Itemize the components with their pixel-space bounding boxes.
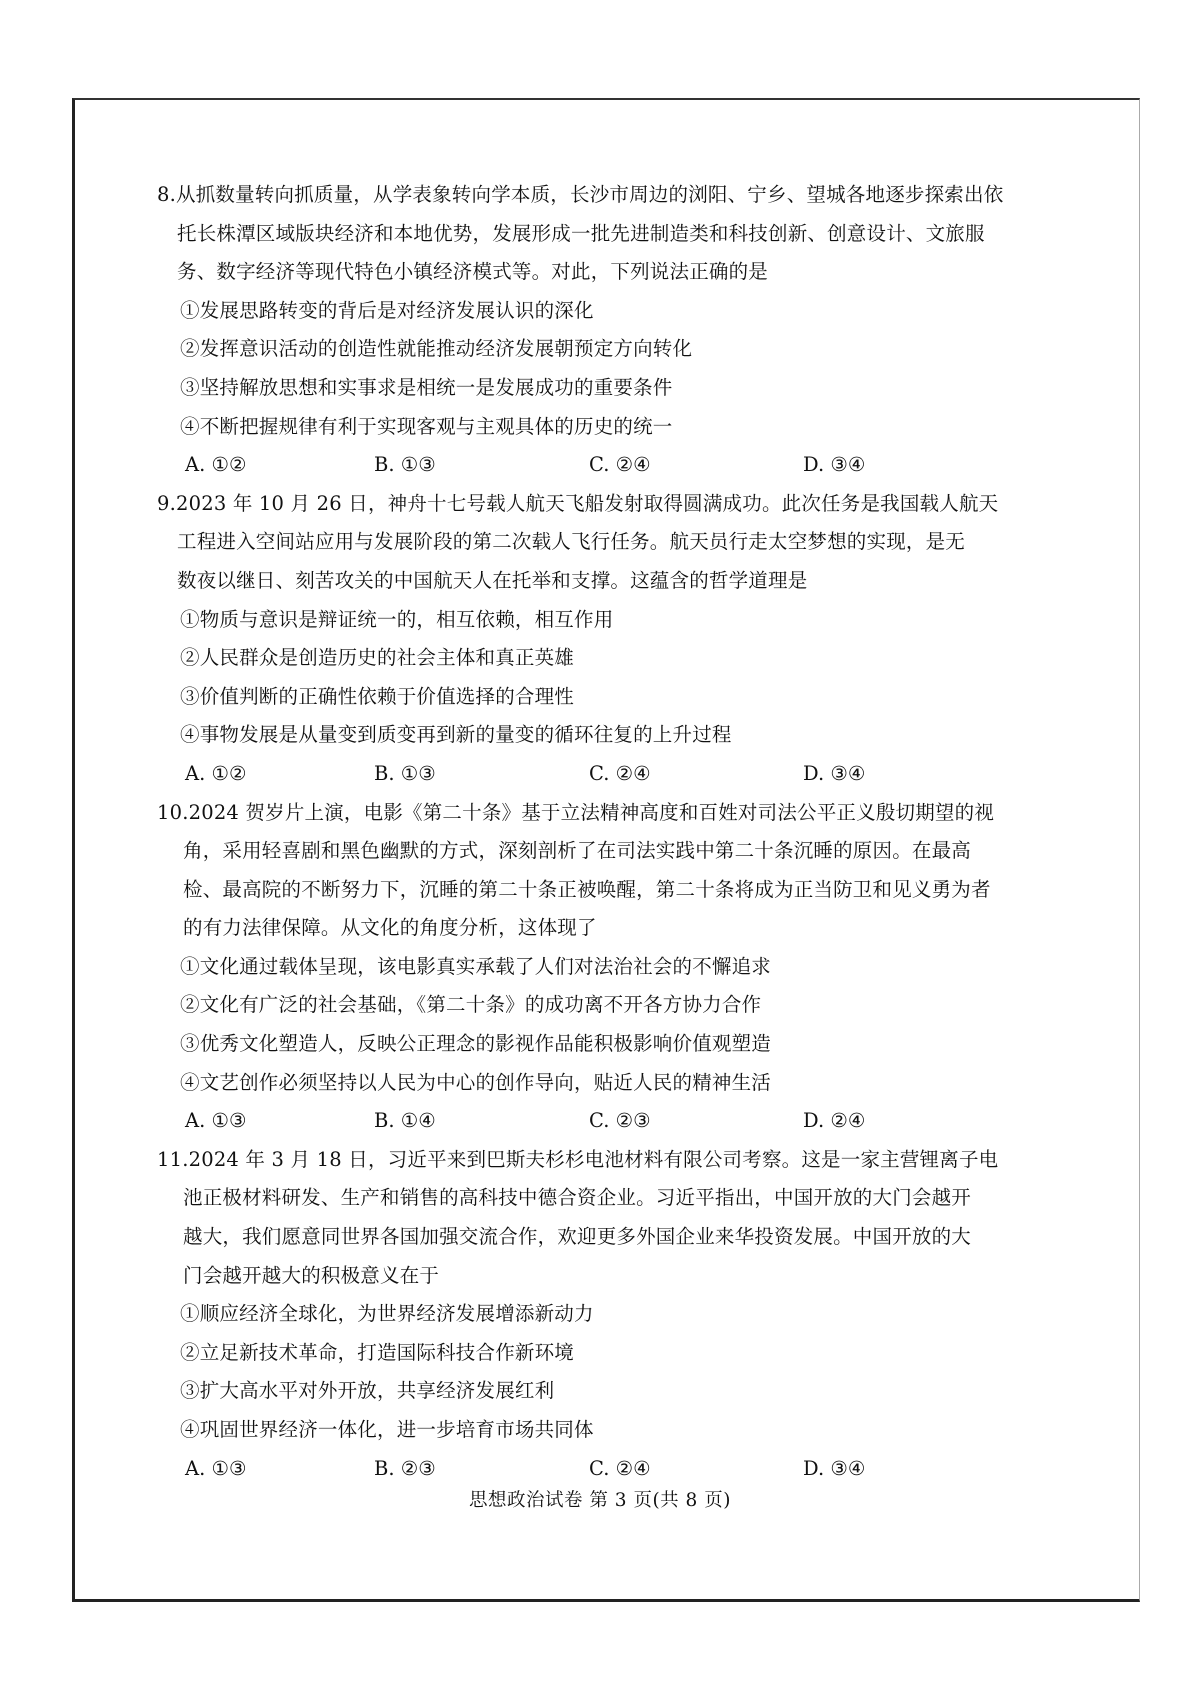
choice-d: D. ②④ <box>803 1109 866 1133</box>
choice-a: A. ①② <box>185 761 247 785</box>
statement-option: ④事物发展是从量变到质变再到新的量变的循环往复的上升过程 <box>180 723 732 747</box>
statement-option: ②发挥意识活动的创造性就能推动经济发展朝预定方向转化 <box>180 337 693 361</box>
answer-choices <box>157 446 1057 485</box>
statement-option: ③坚持解放思想和实事求是相统一是发展成功的重要条件 <box>180 375 673 399</box>
question-stem-line: 9.2023 年 10 月 26 日，神舟十七号载人航天飞船发射取得圆满成功。此次任务是我国载人航天 <box>157 491 999 515</box>
choice-b: B. ②③ <box>374 1456 436 1480</box>
choice-b: B. ①③ <box>374 453 436 477</box>
answer-choices <box>157 1450 1057 1489</box>
choice-d: D. ③④ <box>803 1456 866 1480</box>
choice-d: D. ③④ <box>803 761 866 785</box>
question-stem-line: 托长株潭区域版块经济和本地优势，发展形成一批先进制造类和科技创新、创意设计、文旅服 <box>177 221 985 245</box>
question-10 <box>157 794 1057 1141</box>
statement-option: ④文艺创作必须坚持以人民为中心的创作导向，贴近人民的精神生活 <box>180 1070 772 1094</box>
question-stem-line: 工程进入空间站应用与发展阶段的第二次载人飞行任务。航天员行走太空梦想的实现，是无 <box>177 530 966 554</box>
question-stem-line: 8.从抓数量转向抓质量，从学表象转向学本质，长沙市周边的浏阳、宁乡、望城各地逐步探索出依 <box>157 183 1004 206</box>
choice-c: C. ②④ <box>589 761 651 785</box>
statement-option: ③扩大高水平对外开放，共享经济发展红利 <box>180 1379 555 1403</box>
choice-a: A. ①② <box>185 453 247 477</box>
question-stem-line: 务、数字经济等现代特色小镇经济模式等。对此，下列说法正确的是 <box>177 260 769 284</box>
question-stem-line: 池正极材料研发、生产和销售的高科技中德合资企业。习近平指出，中国开放的大门会越开 <box>183 1186 972 1210</box>
choice-c: C. ②④ <box>589 1456 651 1480</box>
question-stem-line: 越大，我们愿意同世界各国加强交流合作，欢迎更多外国企业来华投资发展。中国开放的大 <box>183 1225 972 1249</box>
statement-option: ①发展思路转变的背后是对经济发展认识的深化 <box>180 298 594 322</box>
statement-option: ③优秀文化塑造人，反映公正理念的影视作品能积极影响价值观塑造 <box>180 1032 772 1056</box>
answer-choices <box>157 1102 1057 1141</box>
choice-a: A. ①③ <box>185 1109 247 1133</box>
exam-content <box>157 176 1057 1488</box>
choice-b: B. ①③ <box>374 761 436 785</box>
answer-choices <box>157 755 1057 794</box>
statement-option: ①文化通过载体呈现，该电影真实承载了人们对法治社会的不懈追求 <box>180 954 772 978</box>
question-11 <box>157 1141 1057 1488</box>
question-stem-line: 的有力法律保障。从文化的角度分析，这体现了 <box>183 916 597 940</box>
statement-option: ①顺应经济全球化，为世界经济发展增添新动力 <box>180 1302 594 1326</box>
question-stem-line: 角，采用轻喜剧和黑色幽默的方式，深刻剖析了在司法实践中第二十条沉睡的原因。在最高 <box>183 839 972 863</box>
statement-option: ④巩固世界经济一体化，进一步培育市场共同体 <box>180 1418 594 1441</box>
choice-c: C. ②③ <box>589 1109 651 1133</box>
question-8 <box>157 176 1057 485</box>
choice-a: A. ①③ <box>185 1456 247 1480</box>
choice-b: B. ①④ <box>374 1109 436 1133</box>
statement-option: ①物质与意识是辩证统一的，相互依赖，相互作用 <box>180 607 614 631</box>
question-stem-line: 检、最高院的不断努力下，沉睡的第二十条正被唤醒，第二十条将成为正当防卫和见义勇为者 <box>183 877 991 901</box>
page-footer: 思想政治试卷 第 3 页(共 8 页) <box>469 1490 731 1511</box>
question-stem-line: 数夜以继日、刻苦攻关的中国航天人在托举和支撑。这蕴含的哲学道理是 <box>177 568 808 592</box>
question-stem-line: 10.2024 贺岁片上演，电影《第二十条》基于立法精神高度和百姓对司法公平正义殷切期望的视 <box>157 800 995 824</box>
statement-option: ④不断把握规律有利于实现客观与主观具体的历史的统一 <box>180 414 673 438</box>
question-stem-line: 11.2024 年 3 月 18 日，习近平来到巴斯夫杉杉电池材料有限公司考察。这是一家主营锂离子电 <box>157 1147 999 1171</box>
statement-option: ②立足新技术革命，打造国际科技合作新环境 <box>180 1340 575 1364</box>
question-stem-line: 门会越开越大的积极意义在于 <box>183 1263 440 1287</box>
statement-option: ③价值判断的正确性依赖于价值选择的合理性 <box>180 684 575 708</box>
question-9 <box>157 485 1057 794</box>
statement-option: ②文化有广泛的社会基础，《第二十条》的成功离不开各方协力合作 <box>180 993 762 1017</box>
statement-option: ②人民群众是创造历史的社会主体和真正英雄 <box>180 646 575 670</box>
choice-d: D. ③④ <box>803 453 866 477</box>
choice-c: C. ②④ <box>589 453 651 477</box>
